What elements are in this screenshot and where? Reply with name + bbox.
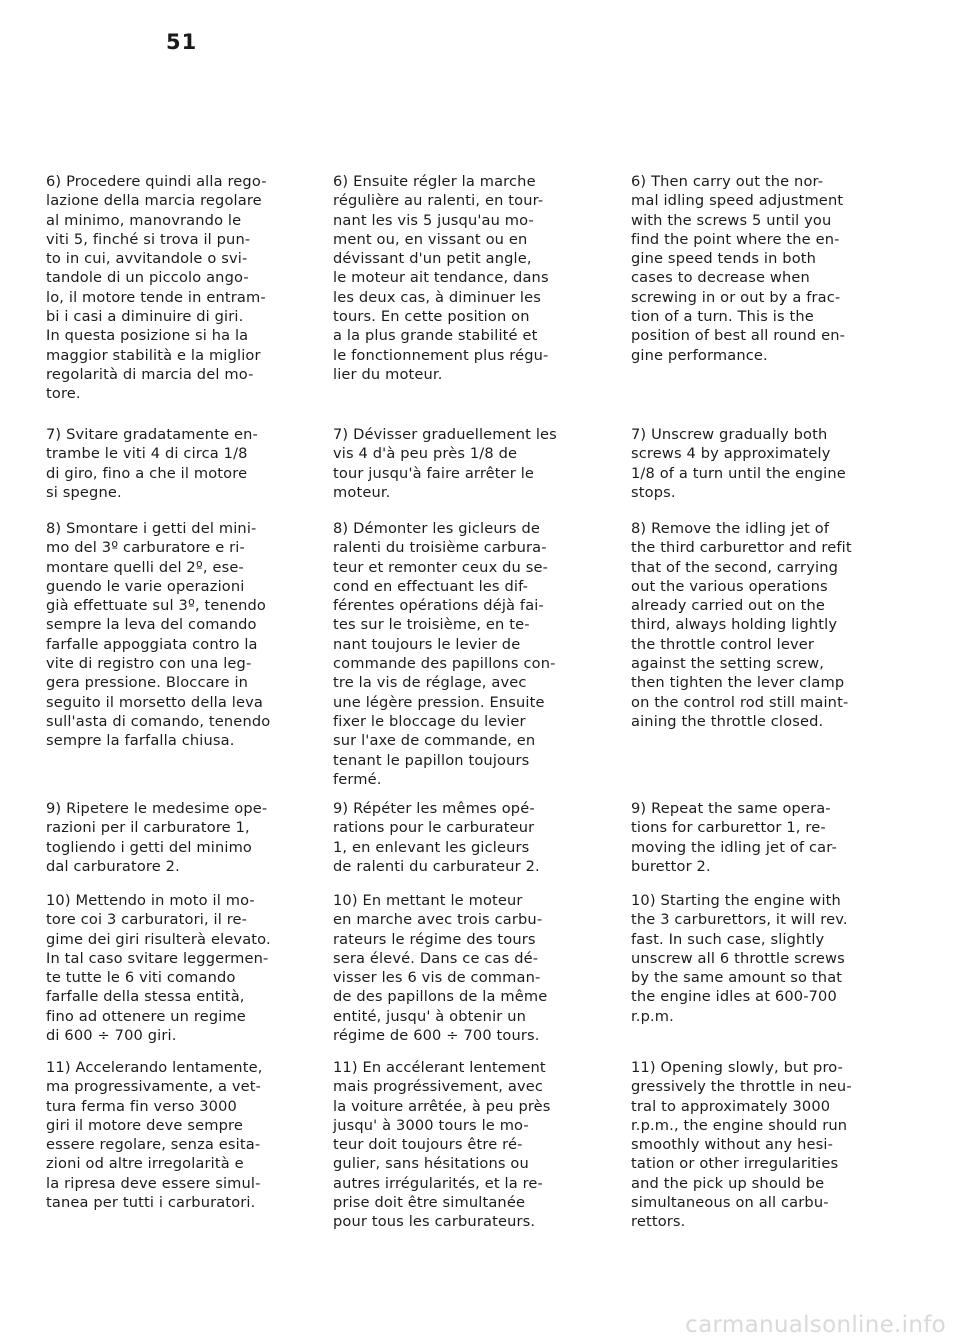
italian-step-10: 10) Mettendo in moto il mo- tore coi 3 carburatori, il re- gime dei giri risulterà elevato. In tal caso svitare leggermen- te tutte le 6 viti comando farfalle della stessa entità, fino ad ottenere un regime di 600 ÷ 700 giri.	[46, 892, 271, 1045]
french-step-8: 8) Démonter les gicleurs de ralenti du troisième carbura- teur et remonter ceux du se- cond en effectuant les dif- férentes opérations déjà fai- tes sur le troisième, en te- nant toujours le levier de commande des papillons con- tre la vis de réglage, avec une légère pression. Ensuite fixer le bloccage du levier sur l'axe de commande, en tenant le papillon toujours fermé.	[333, 520, 556, 788]
french-step-9: 9) Répéter les mêmes opé- rations pour le carburateur 1, en enlevant les gicleurs de ralenti du carburateur 2.	[333, 800, 540, 875]
french-step-6: 6) Ensuite régler la marche régulière au ralenti, en tour- nant les vis 5 jusqu'au mo- ment ou, en vissant ou en dévissant d'un petit angle, le moteur ait tendance, dans les deux cas, à diminuer les tours. En cette position on a la plus grande stabilité et le fonctionnement plus régu- lier du moteur.	[333, 173, 549, 383]
italian-step-7: 7) Svitare gradatamente en- trambe le viti 4 di circa 1/8 di giro, fino a che il motore si spegne.	[46, 426, 258, 501]
italian-step-6: 6) Procedere quindi alla rego- lazione della marcia regolare al minimo, manovrando le viti 5, finché si trova il pun- to in cui, avvitandole o svi- tandole di un piccolo ango- lo, il motore tende in entram- bi i casi a diminuire di giri. In questa posizione si ha la maggior stabilità e la miglior regolarità di marcia del mo- tore.	[46, 173, 267, 403]
french-step-11: 11) En accélerant lentement mais progréssivement, avec la voiture arrêtée, à peu près jusqu' à 3000 tours le mo- teur doit toujours être ré- gulier, sans hésitations ou autres irrégularités, et la re- prise doit être simultanée pour tous les carburateurs.	[333, 1059, 551, 1231]
english-step-11: 11) Opening slowly, but pro- gressively the throttle in neu- tral to approximately 3000 r.p.m., the engine should run smoothly without any hesi- tation or other irregularities and the pick up should be simultaneous on all carbu- rettors.	[631, 1059, 852, 1231]
french-step-7: 7) Dévisser graduellement les vis 4 d'à peu près 1/8 de tour jusqu'à faire arrêter le moteur.	[333, 426, 557, 501]
english-step-8: 8) Remove the idling jet of the third carburettor and refit that of the second, carrying out the various operations already carried out on the third, always holding lightly the throttle control lever against the setting screw, then tighten the lever clamp on the control rod still maint- aining the throttle closed.	[631, 520, 852, 730]
page-number: 51	[166, 30, 198, 54]
english-step-9: 9) Repeat the same opera- tions for carburettor 1, re- moving the idling jet of car- burettor 2.	[631, 800, 837, 875]
english-step-7: 7) Unscrew gradually both screws 4 by approximately 1/8 of a turn until the engine stops.	[631, 426, 846, 501]
french-step-10: 10) En mettant le moteur en marche avec trois carbu- rateurs le régime des tours sera élevé. Dans ce cas dé- visser les 6 vis de comman- de des papillons de la même entité, jusqu' à obtenir un régime de 600 ÷ 700 tours.	[333, 892, 548, 1045]
english-step-10: 10) Starting the engine with the 3 carburettors, it will rev. fast. In such case, slightly unscrew all 6 throttle screws by the same amount so that the engine idles at 600-700 r.p.m.	[631, 892, 848, 1025]
italian-step-11: 11) Accelerando lentamente, ma progressivamente, a vet- tura ferma fin verso 3000 giri il motore deve sempre essere regolare, senza esita- zioni od altre irregolarità e la ripresa deve essere simul- tanea per tutti i carburatori.	[46, 1059, 263, 1212]
italian-step-9: 9) Ripetere le medesime ope- razioni per il carburatore 1, togliendo i getti del minimo dal carburatore 2.	[46, 800, 268, 875]
english-step-6: 6) Then carry out the nor- mal idling speed adjustment with the screws 5 until you find the point where the en- gine speed tends in both cases to decrease when screwing in or out by a frac- tion of a turn. This is the position of best all round en- gine performance.	[631, 173, 846, 364]
watermark: carmanualsonline.info	[685, 1312, 946, 1338]
italian-step-8: 8) Smontare i getti del mini- mo del 3º carburatore e ri- montare quelli del 2º, ese- guendo le varie operazioni già effettuate sul 3º, tenendo sempre la leva del comando farfalle appoggiata contro la vite di registro con una leg- gera pressione. Bloccare in seguito il morsetto della leva sull'asta di comando, tenendo sempre la farfalla chiusa.	[46, 520, 271, 750]
